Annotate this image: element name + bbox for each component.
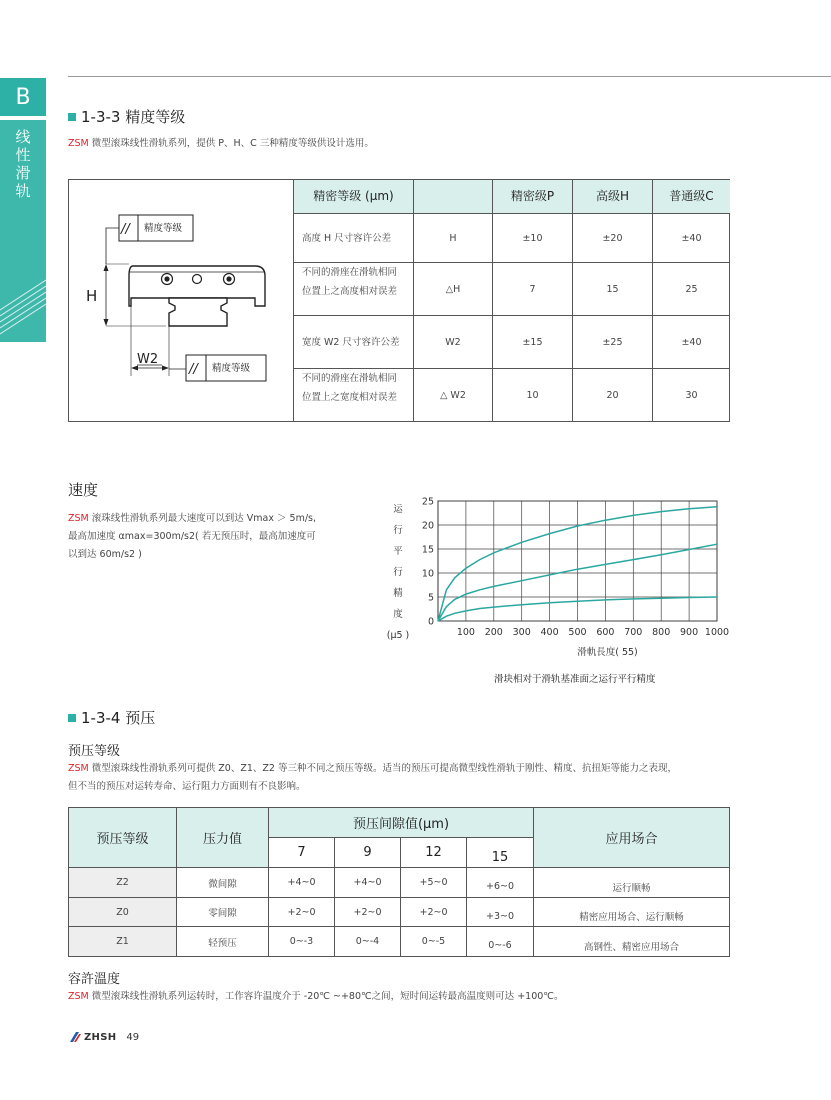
table-cell: 微间隙 [177,868,269,898]
size-header: 15 [467,838,534,868]
table-cell: 0~-6 [467,927,534,956]
header-rule [68,76,831,77]
table-cell: ±40 [653,214,730,263]
y-tick-label: 10 [421,568,434,580]
table-cell: 30 [685,389,698,401]
chapter-char: 线 [15,128,31,146]
table-cell: ±10 [493,214,573,263]
x-tick-label: 300 [512,627,531,638]
speed-description: ZSM 滚珠线性滑轨系列最大速度可以到达 Vmax ＞ 5m/s, 最高加速度 αmax=300m/s2( 若无预压时，最高加速度可 以到达 60m/s2 ) [68,513,316,560]
table-cell-grade: Z0 [69,898,177,927]
y-axis-unit: (μ5 ) [386,630,410,641]
table-cell-desc: 不同的滑座在滑轨相同 位置上之宽度相对误差 [294,369,414,421]
parallel-symbol: // [121,222,130,237]
table-cell: +2~0 [269,898,335,927]
section-title-preload: 1-3-4 预压 [68,707,155,728]
tab-stripe-decoration [0,270,46,342]
x-tick-label: 400 [540,627,559,638]
table-cell-desc: 高度 H 尺寸容许公差 [294,214,414,263]
table-cell: 零间隙 [177,898,269,927]
col-header: 应用场合 [534,808,729,868]
rail-cross-section-diagram [69,180,294,421]
table-cell: W2 [414,316,493,369]
chapter-char: 轨 [15,182,31,200]
y-tick-label: 15 [421,544,434,556]
col-header: 精密等级 (μm) [294,180,414,214]
table-cell: ±40 [653,316,730,369]
table-cell: 精密应用场合、运行顺畅 [534,898,729,927]
chart-caption: 滑块相对于滑轨基准面之运行平行精度 [494,674,656,685]
table-cell: 0~-3 [269,927,335,956]
preload-table [68,807,730,957]
y-tick-label: 20 [421,520,434,532]
size-header: 9 [335,838,401,868]
x-tick-label: 600 [596,627,615,638]
preload-subtitle: 预压等级 [68,744,121,759]
table-cell: 15 [573,263,653,316]
x-tick-label: 700 [624,627,643,638]
x-tick-label: 500 [568,627,587,638]
table-cell: +6~0 [467,868,534,898]
table-cell: ±20 [573,214,653,263]
section-marker-icon [68,714,76,722]
section-title-precision: 1-3-3 精度等级 [68,106,185,127]
table-cell: +4~0 [335,868,401,898]
table-cell-grade: Z2 [69,868,177,898]
y-tick-label: 0 [427,616,434,628]
table-cell: 7 [493,263,573,316]
precision-intro: ZSM 微型滚珠线性滑轨系列，提供 P、H、C 三种精度等级供设计选用。 [68,138,374,149]
table-cell: ±15 [493,316,573,369]
col-header: 高级H [573,180,653,214]
table-cell: +3~0 [467,898,534,927]
y-axis-label-char: 行 [393,567,403,578]
chapter-char: 性 [15,146,31,164]
table-cell: 25 [653,263,730,316]
zhsh-logo-icon [68,1031,82,1043]
chapter-side-tab [0,120,46,342]
table-cell-desc: 不同的滑座在滑轨相同 位置上之高度相对误差 [294,263,414,316]
table-cell: △ W2 [414,369,493,421]
x-tick-label: 200 [484,627,503,638]
table-cell: 20 [573,369,653,421]
col-header: 预压等级 [69,808,177,868]
y-tick-label: 5 [427,592,434,604]
temperature-title: 容許溫度 [68,972,121,987]
size-header: 7 [269,838,335,868]
svg-text:精度等级: 精度等级 [212,363,251,374]
table-cell: 0~-5 [401,927,467,956]
temperature-description: ZSM 微型滚珠线性滑轨系列运转时，工作容许温度介于 -20℃ ~+80℃之间，短时间运转最高温度则可达 +100℃。 [68,991,564,1002]
table-cell: 0~-4 [335,927,401,956]
x-tick-label: 100 [456,627,475,638]
col-header: 预压间隙值(μm) [269,808,534,838]
col-header: 压力值 [177,808,269,868]
y-axis-label-char: 平 [393,546,403,557]
table-cell: ±25 [573,316,653,369]
section-marker-icon [68,113,76,121]
col-header: 普通级C [653,180,730,214]
table-cell-grade: Z1 [69,927,177,956]
height-label: H [86,287,98,305]
x-tick-label: 800 [652,627,671,638]
chapter-letter: B [0,78,46,116]
table-cell: +4~0 [269,868,335,898]
section-title-speed: 速度 [68,481,99,499]
table-cell: H [414,214,493,263]
table-cell: 高钢性、精密应用场合 [583,941,679,953]
table-cell: 运行顺畅 [534,868,729,898]
svg-text:精度等级: 精度等级 [144,223,183,234]
chapter-char: 滑 [15,164,31,182]
page-footer [68,1031,139,1043]
svg-text://: // [189,362,198,377]
y-axis-label-char: 度 [393,609,403,620]
table-cell: △H [414,263,493,316]
col-header: 精密级P [493,180,573,214]
y-axis-label-char: 运 [393,504,403,515]
size-header: 12 [401,838,467,868]
x-axis-label: 滑軌長度( 55) [577,647,638,658]
x-tick-label: 900 [680,627,699,638]
table-cell: +2~0 [335,898,401,927]
table-cell: +2~0 [401,898,467,927]
parallelism-chart [380,494,740,664]
y-tick-label: 25 [421,496,434,508]
precision-figure [69,180,294,421]
y-axis-label-char: 精 [393,588,403,599]
table-cell: 10 [493,369,573,421]
col-header [414,180,493,214]
page-number: 49 [126,1031,140,1043]
brand-logo-text: ZHSH [84,1031,117,1043]
x-tick-label: 1000 [704,627,730,638]
y-axis-label-char: 行 [393,525,403,536]
table-cell: 轻预压 [177,927,269,956]
preload-description: ZSM 微型滚珠线性滑轨系列可提供 Z0、Z1、Z2 等三种不同之预压等级。适当的预压可提高微型线性滑轨于刚性、精度、抗扭矩等能力之表现， 但不当的预压对运转寿命、运行阻力方面则有不良影响。 [68,763,677,792]
table-cell: +5~0 [401,868,467,898]
width-label: W2 [137,352,159,367]
table-cell-desc: 宽度 W2 尺寸容许公差 [294,316,414,369]
precision-table [68,179,730,422]
